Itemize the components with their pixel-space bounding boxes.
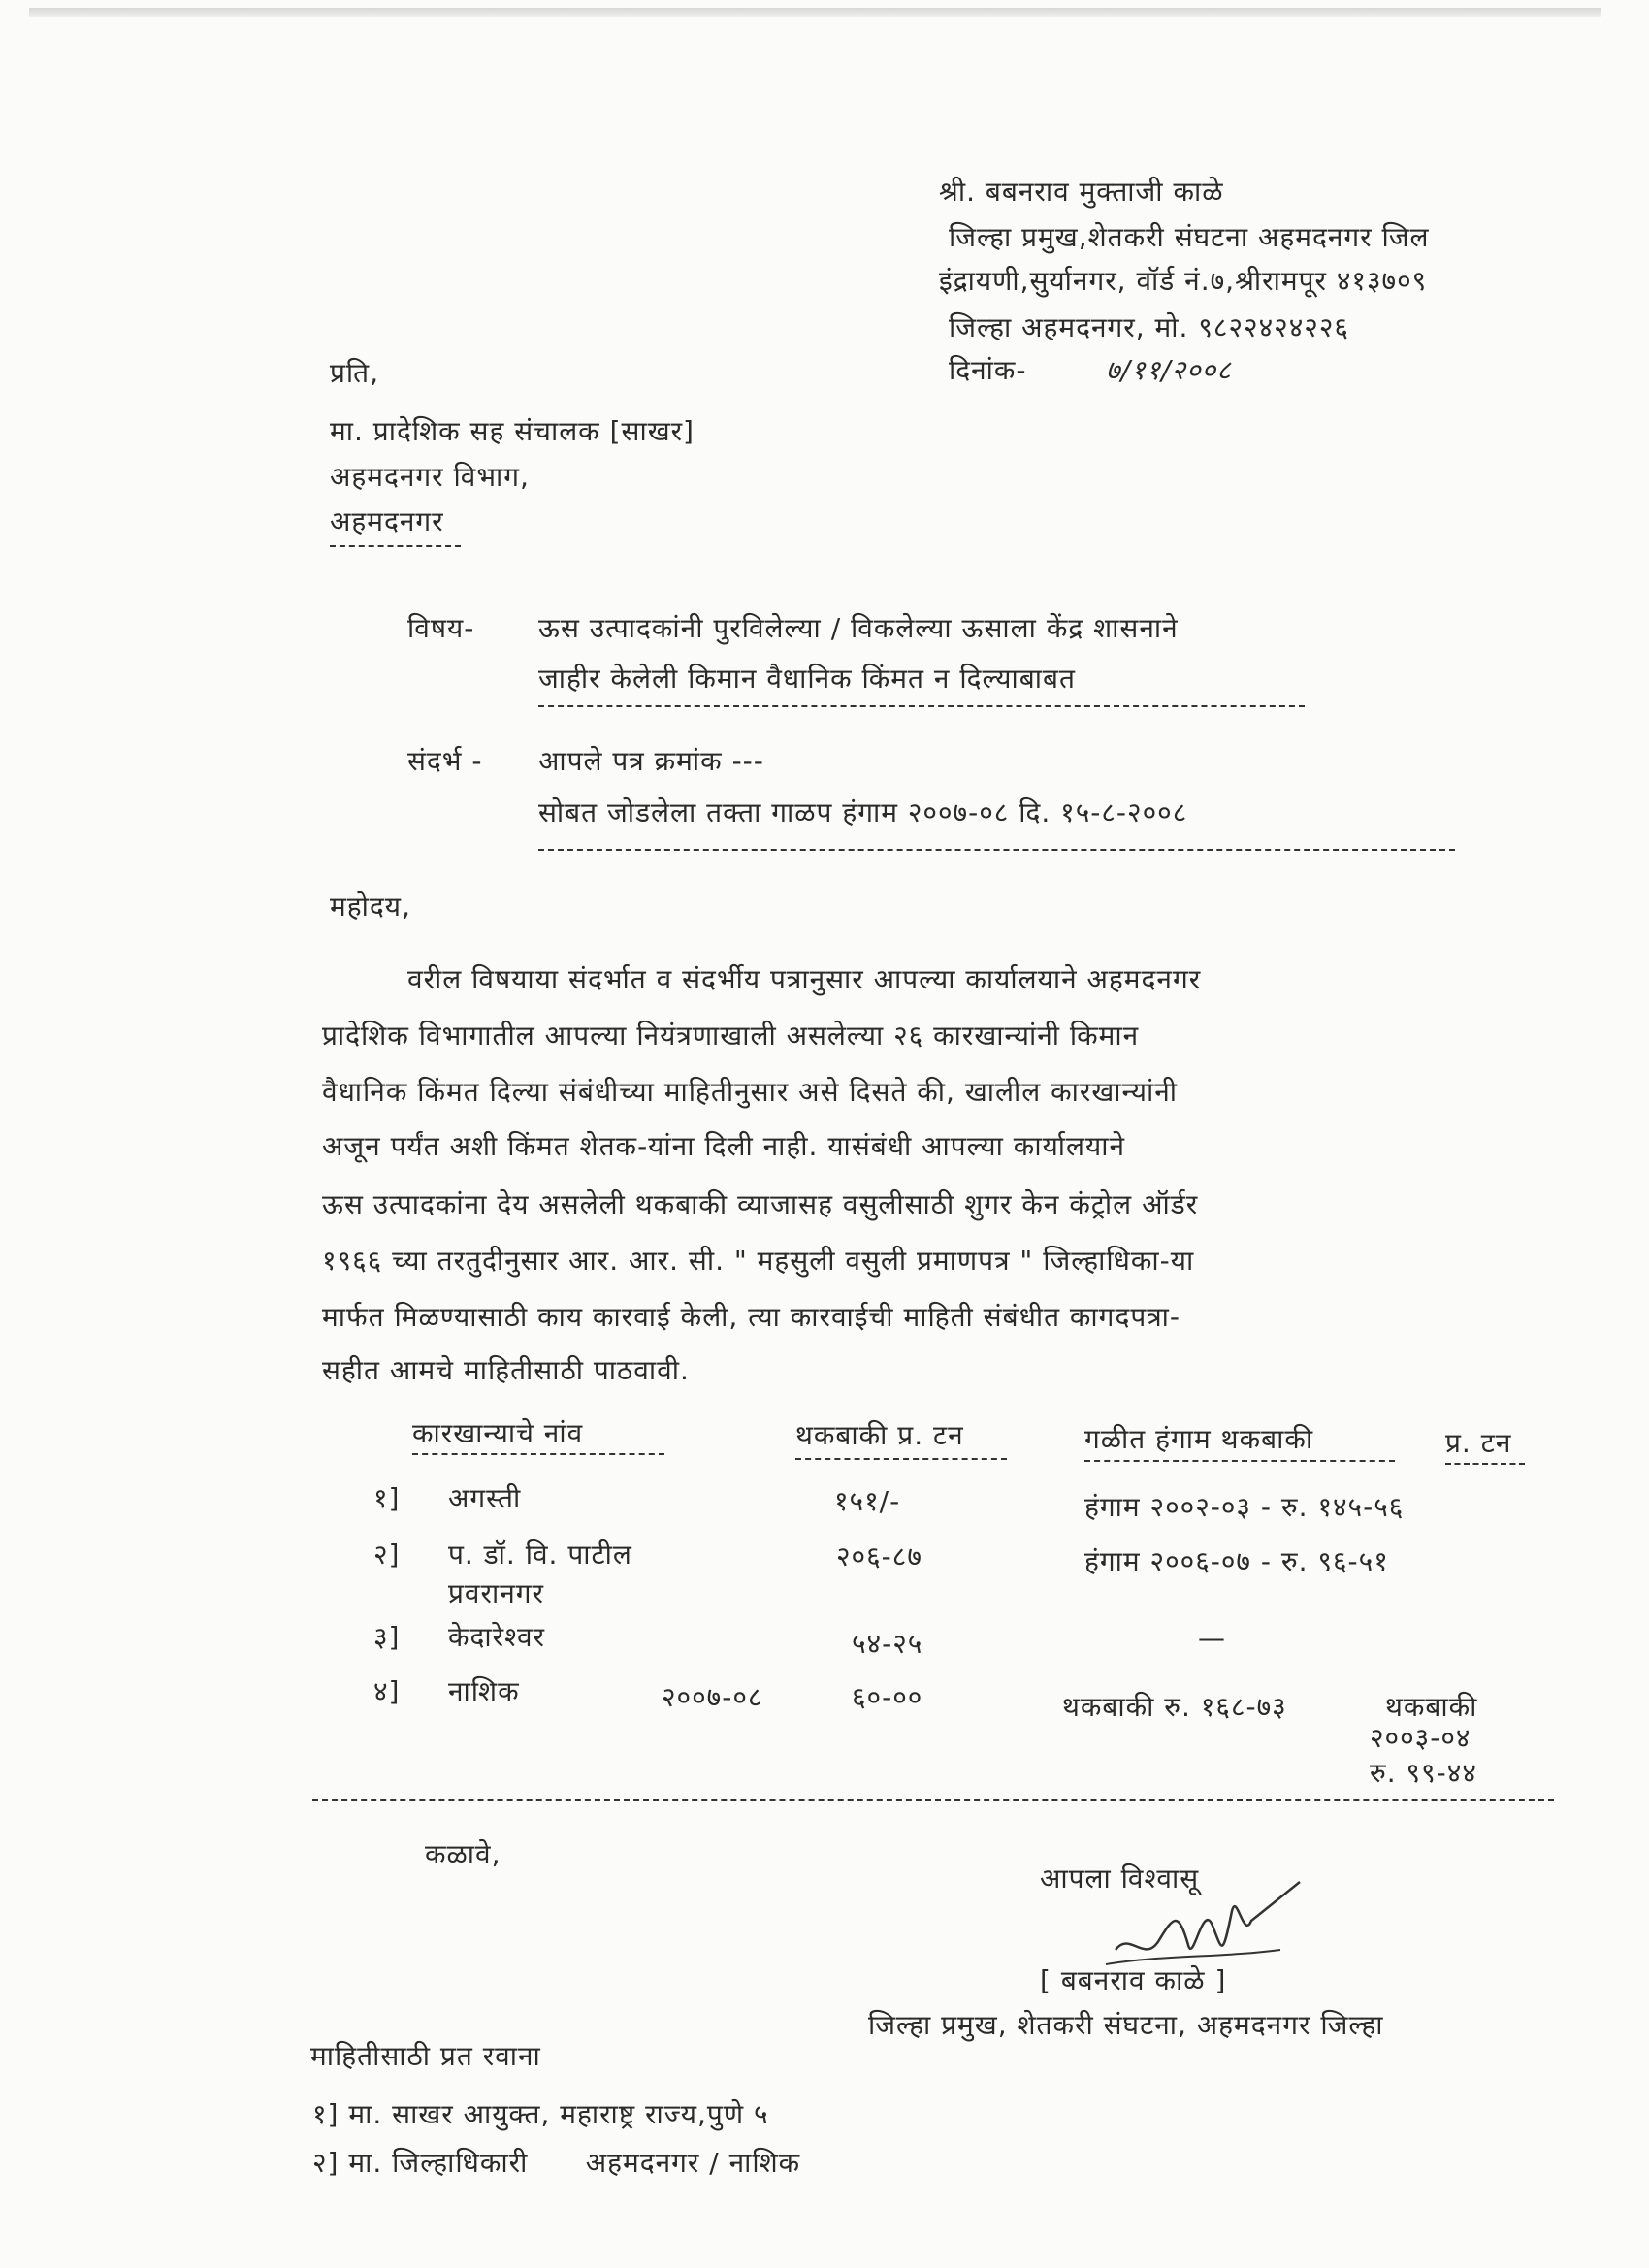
table-row-season: थकबाकी रु. १६८-७३ — [1062, 1691, 1287, 1723]
body-line: वैधानिक किंमत दिल्या संबंधीच्या माहितीनुसार असे दिसते की, खालील कारखान्यांनी — [322, 1076, 1179, 1108]
table-row-due: २०६-८७ — [836, 1540, 922, 1572]
table-row-number: १] — [373, 1482, 401, 1514]
signatory-designation: जिल्हा प्रमुख, शेतकरी संघटना, अहमदनगर जिल्हा — [868, 2009, 1384, 2041]
sender-name: श्री. बबनराव मुक्ताजी काळे — [939, 176, 1224, 208]
table-row-number: २] — [373, 1539, 401, 1571]
header-underline — [412, 1453, 664, 1455]
table-row-number: ३] — [373, 1621, 401, 1653]
table-bottom-rule — [312, 1799, 1554, 1801]
subject-line2: जाहीर केलेली किमान वैधानिक किंमत न दिल्याबाबत — [538, 663, 1076, 695]
table-header-season: गळीत हंगाम थकबाकी — [1084, 1423, 1314, 1455]
table-row-due: १५१/- — [834, 1485, 901, 1517]
table-row-name: केदारेश्वर — [448, 1621, 545, 1653]
table-row-season: — — [1198, 1622, 1226, 1654]
table-row-name: अगस्ती — [448, 1482, 522, 1514]
header-underline — [1445, 1463, 1525, 1465]
reference-line2: सोबत जोडलेला तक्ता गाळप हंगाम २००७-०८ दि. १५-८-२००८ — [538, 796, 1188, 828]
sender-address-line2: जिल्हा अहमदनगर, मो. ९८२२४२४२२६ — [949, 311, 1349, 343]
recipient-line2: अहमदनगर विभाग, — [330, 461, 530, 493]
table-row-name-line2: प्रवरानगर — [448, 1577, 544, 1609]
subject-label: विषय- — [407, 612, 475, 644]
body-line: प्रादेशिक विभागातील आपल्या नियंत्रणाखाली असलेल्या २६ कारखान्यांनी किमान — [322, 1020, 1140, 1052]
table-row-season: हंगाम २००२-०३ - रु. १४५-५६ — [1084, 1491, 1405, 1523]
table-row-name: नाशिक — [448, 1675, 520, 1707]
header-underline — [795, 1458, 1007, 1460]
recipient-line1: मा. प्रादेशिक सह संचालक [साखर] — [330, 415, 695, 447]
date-value: ७/११/२००८ — [1106, 354, 1232, 386]
table-row-season-extra: २००३-०४ — [1370, 1722, 1471, 1754]
reference-label: संदर्भ - — [407, 745, 483, 777]
table-row-number: ४] — [373, 1675, 401, 1707]
closing: कळावे, — [425, 1838, 501, 1870]
table-row-name: प. डॉ. वि. पाटील — [448, 1539, 632, 1571]
body-line: वरील विषयाया संदर्भात व संदर्भीय पत्रानुसार आपल्या कार्यालयाने अहमदनगर — [407, 963, 1202, 995]
body-line: ऊस उत्पादकांना देय असलेली थकबाकी व्याजासह वसुलीसाठी शुगर केन कंट्रोल ऑर्डर — [322, 1188, 1199, 1220]
table-row-season-extra: थकबाकी — [1385, 1691, 1478, 1723]
body-line: अजून पर्यंत अशी किंमत शेतक-यांना दिली नाही. यासंबंधी आपल्या कार्यालयाने — [322, 1130, 1126, 1162]
recipient-prati: प्रति, — [330, 357, 380, 389]
copy-heading: माहितीसाठी प्रत रवाना — [310, 2040, 541, 2072]
table-row-season: हंगाम २००६-०७ - रु. ९६-५१ — [1084, 1545, 1389, 1577]
recipient-underline — [330, 545, 461, 547]
reference-underline — [538, 849, 1455, 851]
table-header-due: थकबाकी प्र. टन — [795, 1419, 964, 1451]
recipient-line3: अहमदनगर — [330, 505, 444, 537]
header-underline — [1084, 1460, 1395, 1462]
table-row-due: ५४-२५ — [852, 1628, 923, 1660]
date-label: दिनांक- — [949, 354, 1027, 386]
signatory-name: [ बबनराव काळे ] — [1040, 1964, 1227, 1996]
subject-underline — [538, 705, 1305, 707]
table-header-per-ton: प्र. टन — [1445, 1427, 1512, 1459]
sender-designation: जिल्हा प्रमुख,शेतकरी संघटना अहमदनगर जिल — [949, 221, 1430, 253]
table-row-season-extra: रु. ९९-४४ — [1370, 1757, 1477, 1789]
copy-item: १] मा. साखर आयुक्त, महाराष्ट्र राज्य,पुणे ५ — [312, 2098, 769, 2130]
reference-line1: आपले पत्र क्रमांक --- — [538, 745, 764, 777]
body-line: सहीत आमचे माहितीसाठी पाठवावी. — [322, 1354, 690, 1386]
table-row-season-year: २००७-०८ — [662, 1681, 763, 1713]
table-row-due: ६०-०० — [852, 1681, 923, 1713]
copy-item: २] मा. जिल्हाधिकारी अहमदनगर / नाशिक — [312, 2147, 801, 2179]
yours-faithfully: आपला विश्वासू — [1040, 1863, 1200, 1895]
sender-address-line1: इंद्रायणी,सुर्यानगर, वॉर्ड नं.७,श्रीरामपूर ४१३७०९ — [939, 265, 1428, 297]
page-top-edge — [29, 8, 1600, 17]
salutation: महोदय, — [330, 891, 411, 923]
table-header-factory: कारखान्याचे नांव — [412, 1417, 584, 1449]
subject-line1: ऊस उत्पादकांनी पुरविलेल्या / विकलेल्या ऊसाला केंद्र शासनाने — [538, 612, 1179, 644]
body-line: मार्फत मिळण्यासाठी काय कारवाई केली, त्या कारवाईची माहिती संबंधीत कागदपत्रा- — [322, 1301, 1181, 1333]
body-line: १९६६ च्या तरतुदीनुसार आर. आर. सी. " महसुली वसुली प्रमाणपत्र " जिल्हाधिका-या — [322, 1245, 1195, 1277]
